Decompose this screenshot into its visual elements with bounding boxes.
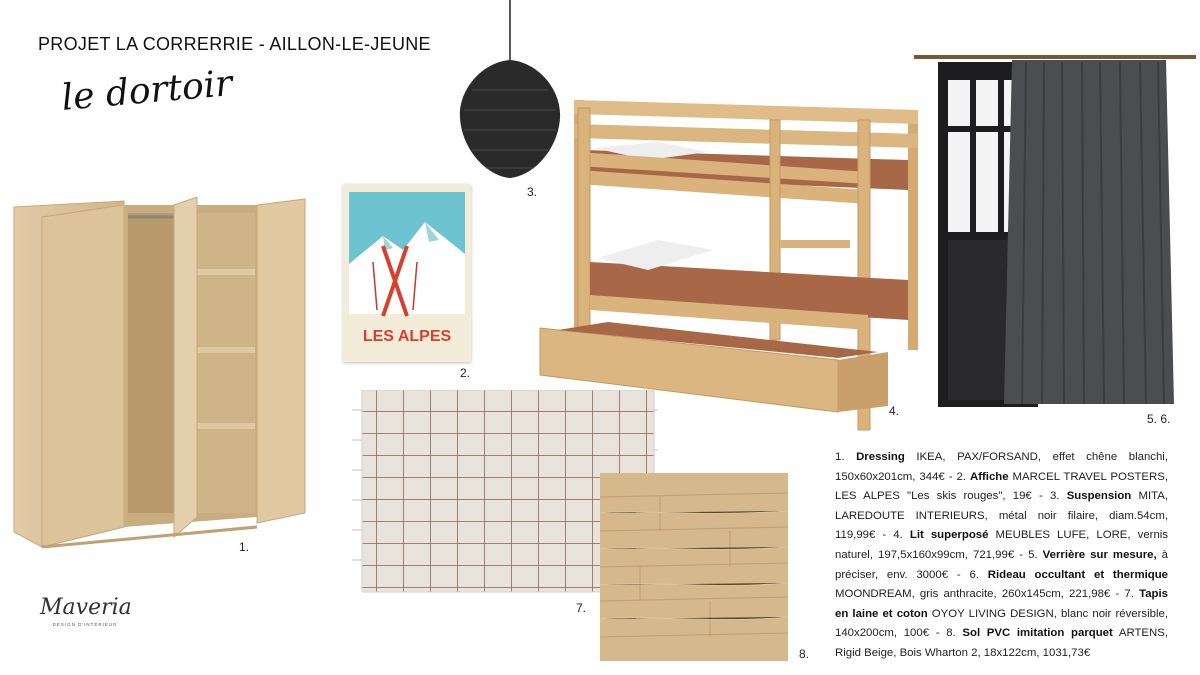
legend-item-name: Verrière sur mesure, — [1042, 548, 1157, 561]
room-name: le dortoir — [60, 63, 234, 119]
legend-separator: - — [929, 627, 947, 640]
legend-separator: - — [948, 568, 970, 581]
wardrobe-image — [12, 197, 312, 552]
legend-item-number: 4. — [893, 529, 910, 542]
project-title: PROJET LA CORRERRIE - AILLON-LE-JEUNE — [38, 34, 431, 54]
brand-tagline: DESIGN D'INTÉRIEUR — [52, 622, 118, 627]
legend-item-number: 7. — [1124, 588, 1140, 601]
label-rug: 7. — [576, 601, 587, 615]
legend-item-number: 2. — [956, 470, 970, 483]
legend-item-number: 6. — [969, 568, 988, 581]
legend-separator: - — [1014, 548, 1029, 561]
brand-logo — [40, 595, 130, 627]
label-poster: 2. — [460, 366, 471, 380]
product-legend — [835, 448, 1168, 664]
legend-item-name: Affiche — [969, 470, 1009, 483]
label-bunk-bed: 4. — [889, 404, 900, 418]
legend-item-description: MARCEL TRAVEL POSTERS, LES ALPES "Les skis rouges", 19€ — [835, 470, 1168, 503]
legend-item-number: 8. — [946, 627, 963, 640]
window-curtain-image — [914, 52, 1198, 412]
legend-item-name: Dressing — [856, 451, 905, 463]
legend-item-name: Rideau occultant et thermique — [987, 568, 1168, 581]
legend-item-description: ARTENS, Rigid Beige, Bois Wharton 2, 18x122cm, 1031,73€ — [835, 627, 1169, 659]
legend-item-description: OYOY LIVING DESIGN, blanc noir réversible, 140x200cm, 100€ — [835, 607, 1168, 640]
brand-name: Maveria — [40, 595, 132, 620]
label-pendant: 3. — [527, 185, 538, 199]
legend-item-description: à préciser, env. 3000€ — [835, 548, 1169, 581]
legend-item-description: MITA, LAREDOUTE INTERIEURS, métal noir filaire, diam.54cm, 119,99€ — [835, 490, 1168, 542]
legend-item-description: IKEA, PAX/FORSAND, effet chêne blanchi, 150x60x201cm, 344€ — [835, 451, 1168, 483]
legend-item-number: 3. — [1049, 490, 1067, 503]
legend-item-description: MEUBLES LUFE, LORE, vernis naturel, 197,5x160x99cm, 721,99€ — [835, 529, 1169, 561]
label-floor: 8. — [799, 647, 810, 661]
legend-separator: - — [875, 529, 894, 542]
legend-item-name: Suspension — [1066, 490, 1132, 503]
floor-sample-image — [600, 473, 788, 661]
legend-item-name: Tapis en laine et coton — [835, 588, 1168, 620]
legend-separator: - — [944, 470, 957, 483]
legend-separator: - — [1110, 588, 1125, 601]
legend-item-number: 1. — [835, 451, 857, 463]
legend-item-name: Lit superposé — [909, 529, 989, 542]
legend-item-number: 5. — [1028, 548, 1043, 561]
label-dressing: 1. — [239, 540, 250, 554]
poster-caption: LES ALPES — [362, 328, 452, 345]
legend-item-description: MOONDREAM, gris anthracite, 260x145cm, 221,98€ — [835, 588, 1111, 601]
legend-item-name: Sol PVC imitation parquet — [962, 627, 1113, 640]
legend-separator: - — [1031, 490, 1050, 503]
poster-image — [343, 184, 471, 362]
label-window-curtain: 5. 6. — [1147, 412, 1171, 426]
